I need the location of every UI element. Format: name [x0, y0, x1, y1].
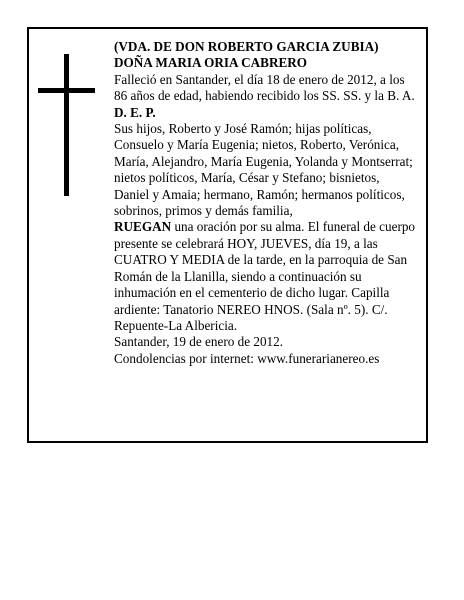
condolences-line: Condolencias por internet: www.funerarianereo.es — [114, 350, 380, 366]
dep-line: D. E. P. — [114, 104, 156, 120]
cross-horizontal-bar — [38, 88, 95, 93]
place-date: Santander, 19 de enero de 2012. — [114, 334, 284, 350]
ruegan-word: RUEGAN — [114, 219, 172, 235]
death-info: Falleció en Santander, el día 18 de enero de 2012, a los 86 años de edad, habiendo recibido los SS. SS. y la B. A. — [114, 71, 415, 104]
funeral-details: una oración por su alma. El funeral de cuerpo presente se celebrará HOY, JUEVES, día 19, a las CUATRO Y MEDIA de la tarde, en la parroquia de San Román de la Llanilla, siendo a continuación su inhumación en el cementerio de dicho lugar. Capilla ardiente: Tanatorio NEREO HNOS. (Sala nº. 5). C/. Repuente-La Albericia. — [114, 219, 416, 333]
family-list: Sus hijos, Roberto y José Ramón; hijas políticas, Consuelo y María Eugenia; nietos, Roberto, Verónica, María, Alejandro, María Eugenia, Yolanda y Montserrat; nietos políticos, María, César y Stefano; bisnietos, Daniel y Amaia; hermano, Ramón; hermanos políticos, sobrinos, primos y demás familia, — [114, 121, 413, 219]
deceased-name: DOÑA MARIA ORIA CABRERO — [114, 55, 308, 71]
obituary-text — [114, 39, 416, 367]
cross-vertical-bar — [64, 54, 69, 196]
widow-title: (VDA. DE DON ROBERTO GARCIA ZUBIA) — [114, 39, 379, 54]
funeral-info — [114, 219, 416, 334]
